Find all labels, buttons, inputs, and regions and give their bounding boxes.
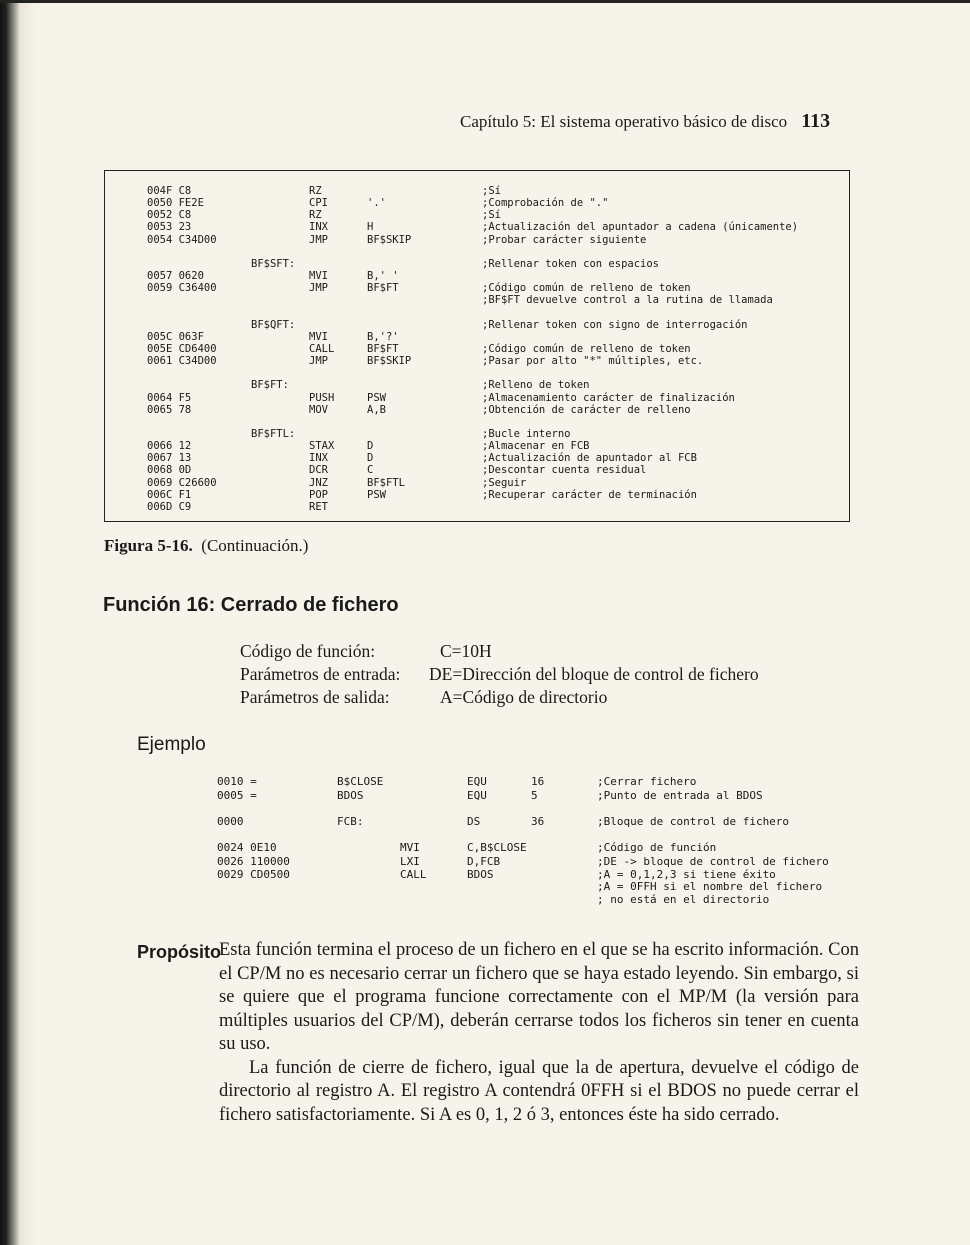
listing-comment: ;Actualización de apuntador al FCB bbox=[482, 452, 697, 465]
listing-row bbox=[105, 367, 849, 379]
parameters-block bbox=[240, 640, 840, 709]
listing-row bbox=[105, 246, 849, 258]
listing-address: 0059 C36400 bbox=[147, 282, 217, 295]
listing-row bbox=[105, 440, 849, 452]
example-comment: ;Código de función bbox=[597, 841, 717, 854]
listing-opcode: POP bbox=[309, 488, 328, 501]
listing-opcode: JMP bbox=[309, 233, 328, 246]
code-listing-box bbox=[104, 170, 850, 522]
listing-comment: ;Almacenar en FCB bbox=[482, 440, 590, 453]
listing-row bbox=[105, 319, 849, 331]
listing-address: 005C 063F bbox=[147, 330, 204, 343]
example-opcode: EQU bbox=[467, 775, 487, 788]
listing-row bbox=[105, 343, 849, 355]
example-comment: ;DE -> bloque de control de fichero bbox=[597, 855, 829, 868]
listing-operand: B,' ' bbox=[367, 270, 399, 283]
example-address: 0010 = bbox=[217, 775, 257, 788]
listing-opcode: JMP bbox=[309, 355, 328, 368]
listing-address: 005E CD6400 bbox=[147, 342, 217, 355]
example-row bbox=[0, 775, 970, 788]
listing-opcode: STAX bbox=[309, 440, 335, 453]
listing-operand: C bbox=[367, 464, 374, 477]
example-operand: 5 bbox=[531, 789, 538, 802]
listing-opcode: RZ bbox=[309, 209, 322, 222]
listing-address: 0061 C34D00 bbox=[147, 355, 217, 368]
listing-address: 0067 13 bbox=[147, 452, 192, 465]
listing-opcode: MVI bbox=[309, 270, 328, 283]
param-name: Parámetros de salida: bbox=[240, 687, 390, 707]
paragraph: Esta función termina el proceso de un fichero en el que se ha escrito información. Con el CP/M no es necesario cerrar un fichero que se haya estado leyendo. Sin embargo, si se quiere que el programa funcione correctamente con el MP/M (la versión para múltiples usuarios del CP/M), deberán cerrarse todos los ficheros sin tener en cuenta su uso. bbox=[219, 940, 859, 1054]
listing-address: 0052 C8 bbox=[147, 209, 192, 222]
example-operand: D,FCB bbox=[467, 855, 501, 868]
example-opcode: DS bbox=[467, 815, 481, 828]
listing-row bbox=[105, 355, 849, 367]
example-address: 0000 bbox=[217, 815, 244, 828]
listing-operand: BF$FT bbox=[367, 282, 399, 295]
listing-comment: ;Actualización del apuntador a cadena (únicamente) bbox=[482, 221, 799, 234]
listing-opcode: RET bbox=[309, 500, 328, 513]
listing-operand: PSW bbox=[367, 488, 386, 501]
listing-opcode: MOV bbox=[309, 403, 328, 416]
top-edge bbox=[0, 0, 970, 3]
example-comment: ;Punto de entrada al BDOS bbox=[597, 789, 763, 802]
param-value: C=10H bbox=[440, 641, 492, 661]
listing-address: 006C F1 bbox=[147, 488, 192, 501]
listing-address: 004F C8 bbox=[147, 185, 192, 197]
listing-row bbox=[105, 197, 849, 209]
param-row bbox=[240, 663, 840, 686]
listing-row bbox=[105, 185, 849, 197]
param-row bbox=[240, 640, 840, 663]
listing-comment: ;Comprobación de "." bbox=[482, 197, 609, 210]
example-comment: ;Cerrar fichero bbox=[597, 775, 697, 788]
listing-label: BF$SFT: bbox=[251, 257, 296, 270]
listing-row bbox=[105, 501, 849, 513]
listing-label: BF$QFT: bbox=[251, 318, 296, 331]
listing-comment: ;Sí bbox=[482, 209, 501, 222]
listing-operand: H bbox=[367, 221, 374, 234]
example-opcode: MVI bbox=[400, 841, 420, 854]
chapter-title: Capítulo 5: El sistema operativo básico de disco bbox=[460, 112, 788, 131]
listing-address: 0066 12 bbox=[147, 440, 192, 453]
listing-row bbox=[105, 307, 849, 319]
purpose-text bbox=[219, 939, 859, 1127]
figure-label: Figura 5-16. bbox=[104, 536, 193, 555]
example-operand: 16 bbox=[531, 775, 545, 788]
listing-opcode: PUSH bbox=[309, 391, 335, 404]
page-number: 113 bbox=[801, 110, 831, 132]
listing-opcode: CALL bbox=[309, 342, 335, 355]
listing-row bbox=[105, 379, 849, 391]
listing-operand: BF$SKIP bbox=[367, 233, 412, 246]
example-row bbox=[0, 855, 970, 868]
example-comment: ;A = 0FFH si el nombre del fichero bbox=[597, 880, 823, 893]
example-row bbox=[0, 880, 970, 893]
example-row bbox=[0, 789, 970, 802]
example-address: 0005 = bbox=[217, 789, 257, 802]
listing-row bbox=[105, 489, 849, 501]
example-address: 0029 CD0500 bbox=[217, 868, 290, 881]
example-opcode: LXI bbox=[400, 855, 420, 868]
listing-opcode: RZ bbox=[309, 185, 322, 197]
figure-caption-text: (Continuación.) bbox=[201, 536, 309, 555]
listing-comment: ;Rellenar token con signo de interrogación bbox=[482, 318, 748, 331]
listing-opcode: INX bbox=[309, 452, 328, 465]
example-address: 0026 110000 bbox=[217, 855, 290, 868]
example-operand: 36 bbox=[531, 815, 545, 828]
example-opcode: CALL bbox=[400, 868, 427, 881]
figure-caption bbox=[104, 536, 308, 556]
listing-row bbox=[105, 282, 849, 294]
listing-operand: D bbox=[367, 452, 374, 465]
section-title: Función 16: Cerrado de fichero bbox=[103, 594, 399, 616]
param-row bbox=[240, 686, 840, 709]
listing-address: 0069 C26600 bbox=[147, 476, 217, 489]
listing-comment: ;Obtención de carácter de relleno bbox=[482, 403, 691, 416]
paragraph: La función de cierre de fichero, igual que la de apertura, devuelve el código de directorio al registro A. El registro A contendrá 0FFH si el BDOS no puede cerrar el fichero satisfactoriamente. Si A es 0, 1, 2 ó 3, entonces éste ha sido cerrado. bbox=[219, 1057, 859, 1125]
listing-operand: A,B bbox=[367, 403, 386, 416]
example-comment: ;A = 0,1,2,3 si tiene éxito bbox=[597, 868, 776, 881]
example-label: FCB: bbox=[337, 815, 364, 828]
listing-row bbox=[105, 477, 849, 489]
listing-comment: ;Recuperar carácter de terminación bbox=[482, 488, 697, 501]
example-row bbox=[0, 893, 970, 906]
listing-row bbox=[105, 258, 849, 270]
listing-address: 0065 78 bbox=[147, 403, 192, 416]
listing-row bbox=[105, 234, 849, 246]
listing-operand: B,'?' bbox=[367, 330, 399, 343]
listing-comment: ;Seguir bbox=[482, 476, 527, 489]
listing-address: 006D C9 bbox=[147, 500, 192, 513]
listing-address: 0053 23 bbox=[147, 221, 192, 234]
listing-address: 0068 0D bbox=[147, 464, 192, 477]
listing-row bbox=[105, 452, 849, 464]
listing-row bbox=[105, 331, 849, 343]
listing-comment: ;Pasar por alto "*" múltiples, etc. bbox=[482, 355, 704, 368]
listing-comment: ;Relleno de token bbox=[482, 379, 590, 392]
param-value: A=Código de directorio bbox=[440, 687, 608, 707]
example-address: 0024 0E10 bbox=[217, 841, 277, 854]
listing-comment: ;BF$FT devuelve control a la rutina de llamada bbox=[482, 294, 773, 307]
listing-row bbox=[105, 392, 849, 404]
listing-operand: D bbox=[367, 440, 374, 453]
listing-operand: PSW bbox=[367, 391, 386, 404]
example-operand: C,B$CLOSE bbox=[467, 841, 527, 854]
purpose-heading: Propósito bbox=[137, 942, 221, 962]
listing-operand: BF$FTL bbox=[367, 476, 405, 489]
example-label: BDOS bbox=[337, 789, 364, 802]
example-label: B$CLOSE bbox=[337, 775, 384, 788]
example-row bbox=[0, 841, 970, 854]
listing-comment: ;Almacenamiento carácter de finalización bbox=[482, 391, 735, 404]
example-opcode: EQU bbox=[467, 789, 487, 802]
book-binding-shadow bbox=[0, 0, 36, 1245]
listing-operand: BF$SKIP bbox=[367, 355, 412, 368]
listing-opcode: MVI bbox=[309, 330, 328, 343]
example-comment: ; no está en el directorio bbox=[597, 893, 770, 906]
listing-row bbox=[105, 221, 849, 233]
listing-row bbox=[105, 294, 849, 306]
param-value: DE=Dirección del bloque de control de fichero bbox=[429, 664, 759, 684]
example-comment: ;Bloque de control de fichero bbox=[597, 815, 790, 828]
listing-row bbox=[105, 270, 849, 282]
listing-comment: ;Descontar cuenta residual bbox=[482, 464, 647, 477]
listing-operand: '.' bbox=[367, 197, 386, 210]
listing-opcode: JNZ bbox=[309, 476, 328, 489]
listing-comment: ;Bucle interno bbox=[482, 428, 571, 440]
listing-label: BF$FTL: bbox=[251, 428, 296, 440]
running-header bbox=[460, 110, 830, 133]
param-name: Código de función: bbox=[240, 641, 376, 661]
listing-row bbox=[105, 209, 849, 221]
listing-row bbox=[105, 416, 849, 428]
param-name: Parámetros de entrada: bbox=[240, 664, 401, 684]
listing-opcode: CPI bbox=[309, 197, 328, 210]
listing-opcode: INX bbox=[309, 221, 328, 234]
listing-address: 0057 0620 bbox=[147, 270, 204, 283]
listing-operand: BF$FT bbox=[367, 342, 399, 355]
listing-comment: ;Código común de relleno de token bbox=[482, 342, 691, 355]
listing-opcode: DCR bbox=[309, 464, 328, 477]
listing-opcode: JMP bbox=[309, 282, 328, 295]
example-heading: Ejemplo bbox=[137, 734, 206, 755]
listing-row bbox=[105, 428, 849, 440]
example-operand: BDOS bbox=[467, 868, 494, 881]
listing-comment: ;Probar carácter siguiente bbox=[482, 233, 647, 246]
example-row bbox=[0, 815, 970, 828]
listing-address: 0054 C34D00 bbox=[147, 233, 217, 246]
listing-comment: ;Código común de relleno de token bbox=[482, 282, 691, 295]
listing-comment: ;Rellenar token con espacios bbox=[482, 257, 660, 270]
listing-address: 0064 F5 bbox=[147, 391, 192, 404]
listing-label: BF$FT: bbox=[251, 379, 289, 392]
listing-comment: ;Sí bbox=[482, 185, 501, 197]
listing-row bbox=[105, 404, 849, 416]
listing-address: 0050 FE2E bbox=[147, 197, 204, 210]
listing-row bbox=[105, 464, 849, 476]
